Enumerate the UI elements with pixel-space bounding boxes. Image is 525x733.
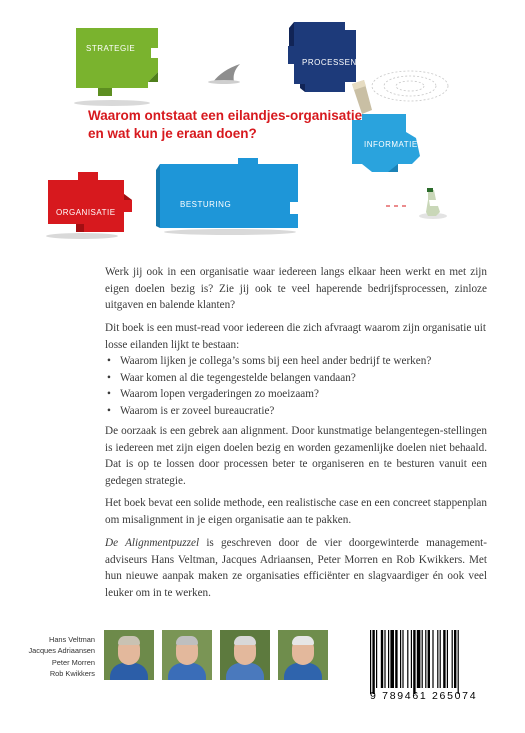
author-name: Peter Morren (51, 657, 95, 667)
author-photo-jacques (162, 630, 212, 680)
headline (88, 107, 388, 143)
author-photo-peter (220, 630, 270, 680)
authors-paragraph-text: is geschreven door de vier doorgewinterde management-adviseurs Hans Veltman, Jacques Adriaansen, Peter Morren en Rob Kwikkers. Met hun nieuwe aanpak maken ze organisaties efficiënter en slagvaardiger én ook veel leuker om in te werken. (105, 537, 488, 599)
list-item: • Waarom is er zoveel bureaucratie? (105, 403, 485, 420)
besturing-island (156, 158, 298, 228)
author-photo-hans (104, 630, 154, 680)
organisatie-island (48, 172, 132, 232)
question-list (105, 353, 485, 419)
water-ripple-icon (372, 71, 448, 101)
informatie-label: INFORMATIE (364, 140, 418, 149)
besturing-shadow (164, 229, 296, 235)
shark-fin-icon (208, 64, 240, 84)
author-name: Jacques Adriaansen (28, 646, 95, 656)
authors-paragraph (105, 535, 487, 601)
list-item: • Waarom lopen vergaderingen zo moeizaam? (105, 386, 485, 403)
author-name: Hans Veltman (48, 635, 95, 644)
strategie-label: STRATEGIE (86, 44, 136, 53)
headline-line-1: Waarom ontstaat een eilandjes-organisatie (88, 108, 363, 123)
cause-paragraph: De oorzaak is een gebrek aan alignment. Door kunstmatige belangentegen-stellingen is iedereen met zijn eigen doelen bezig en worden gezamenlijke doelen niet behaald. Dat is op te lossen door processen beter te organiseren en te besturen vanuit een gedegen strategie. (105, 425, 487, 487)
author-photo-rob (278, 630, 328, 680)
intro-paragraph: Werk jij ook in een organisatie waar iedereen langs elkaar heen werkt en met zijn eigen doelen bezig is? Zie jij ook te veel haperende bedrijfsprocessen, zinloze uitgaven en balende klanten? (105, 266, 487, 312)
besturing-label: BESTURING (180, 200, 232, 209)
author-name: Rob Kwikkers (49, 668, 95, 678)
processen-island (288, 22, 356, 92)
book-title: De Alignmentpuzzel (105, 537, 200, 549)
method-paragraph: Het boek bevat een solide methode, een realistische case en een concreet stappenplan om misalignment in je eigen organisatie aan te pakken. (105, 497, 487, 526)
organisatie-label: ORGANISATIE (56, 208, 116, 217)
strategie-shadow (74, 100, 150, 106)
isbn-digits: 9 789461 265074 (370, 690, 478, 702)
author-names (18, 634, 95, 679)
list-item: • Waar komen al die tegengestelde belangen vandaan? (105, 370, 485, 387)
headline-line-2: en wat kun je eraan doen? (88, 126, 257, 141)
list-item: • Waarom lijken je collega’s soms bij een heel ander bedrijf te werken? (105, 353, 485, 370)
organisatie-shadow (46, 233, 118, 239)
must-read-paragraph: Dit boek is een must-read voor iedereen die zich afvraagt waarom zijn organisatie uit losse eilanden lijkt te bestaan: (105, 322, 486, 351)
bottle-icon (419, 188, 447, 219)
strategie-island (76, 28, 158, 96)
processen-label: PROCESSEN (302, 58, 357, 67)
